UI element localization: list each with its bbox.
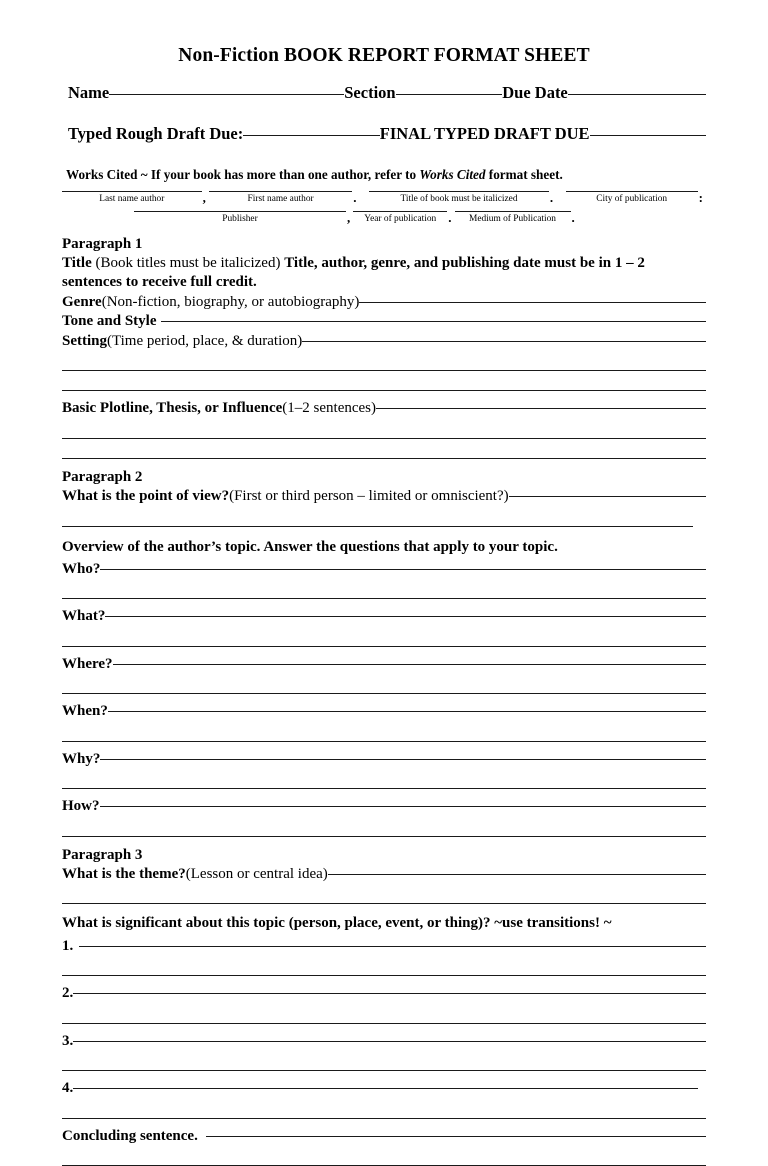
citation-field-year-of-publication[interactable] bbox=[353, 211, 447, 226]
question-who-row bbox=[62, 560, 706, 580]
theme-continuation-rule[interactable] bbox=[62, 903, 706, 904]
question-input-rule[interactable] bbox=[105, 616, 706, 617]
question-continuation-rule[interactable] bbox=[62, 598, 706, 599]
question-what-block bbox=[62, 607, 706, 647]
citation-rule[interactable] bbox=[353, 211, 447, 212]
final-typed-draft-label: FINAL TYPED DRAFT DUE bbox=[379, 123, 590, 143]
question-continuation-rule[interactable] bbox=[62, 693, 706, 694]
citation-rule[interactable] bbox=[369, 191, 549, 192]
citation-punct: . bbox=[353, 189, 357, 205]
name-label: Name bbox=[68, 83, 110, 103]
significance-item-3-block bbox=[62, 1032, 706, 1072]
paragraph2-heading: Paragraph 2 bbox=[62, 468, 143, 485]
theme-input-rule[interactable] bbox=[328, 874, 706, 875]
significance-item-input-rule[interactable] bbox=[73, 1041, 706, 1042]
significance-item-row bbox=[62, 937, 706, 957]
question-who-block bbox=[62, 560, 706, 600]
section-label: Section bbox=[344, 83, 396, 103]
setting-continuation-rule-1[interactable] bbox=[62, 370, 706, 371]
question-label: How? bbox=[62, 798, 100, 815]
tone-style-row bbox=[62, 312, 706, 332]
due-date-input-rule[interactable] bbox=[568, 94, 706, 95]
question-input-rule[interactable] bbox=[113, 664, 706, 665]
works-cited-italic-ref: Works Cited bbox=[419, 166, 486, 182]
question-continuation-rule[interactable] bbox=[62, 836, 706, 837]
plotline-input-rule[interactable] bbox=[376, 408, 706, 409]
works-cited-instruction-part1: Works Cited ~ If your book has more than one author, refer to bbox=[66, 166, 420, 182]
citation-rule[interactable] bbox=[134, 211, 346, 212]
genre-parenthetical: (Non-fiction, biography, or autobiography) bbox=[101, 293, 360, 310]
question-label: Why? bbox=[62, 750, 101, 767]
citation-field-book-title[interactable] bbox=[369, 191, 549, 206]
concluding-sentence-label: Concluding sentence. bbox=[62, 1127, 198, 1144]
significance-item-1-block bbox=[62, 937, 706, 977]
question-label: When? bbox=[62, 703, 108, 720]
citation-punct: . bbox=[571, 209, 575, 225]
plotline-continuation-rule-1[interactable] bbox=[62, 438, 706, 439]
question-continuation-rule[interactable] bbox=[62, 646, 706, 647]
question-label: What? bbox=[62, 608, 106, 625]
citation-fields bbox=[62, 191, 706, 226]
significance-item-continuation-rule[interactable] bbox=[62, 1070, 706, 1071]
question-input-rule[interactable] bbox=[100, 806, 707, 807]
point-of-view-continuation-rule[interactable] bbox=[62, 526, 693, 527]
question-why-row bbox=[62, 750, 706, 770]
genre-row bbox=[62, 293, 706, 313]
works-cited-instruction-part2: format sheet. bbox=[485, 166, 563, 182]
citation-caption: City of publication bbox=[596, 193, 668, 204]
citation-rule[interactable] bbox=[209, 191, 352, 192]
setting-continuation-rule-2[interactable] bbox=[62, 390, 706, 391]
setting-input-rule[interactable] bbox=[302, 341, 706, 342]
student-info-row bbox=[62, 84, 706, 102]
point-of-view-label: What is the point of view? bbox=[62, 488, 230, 505]
concluding-sentence-row bbox=[62, 1127, 706, 1147]
question-when-row bbox=[62, 702, 706, 722]
question-label: Who? bbox=[62, 560, 101, 577]
setting-row bbox=[62, 332, 706, 352]
item-number: 3. bbox=[62, 1032, 74, 1049]
citation-field-first-name-author[interactable] bbox=[209, 191, 352, 206]
genre-input-rule[interactable] bbox=[359, 302, 706, 303]
plotline-continuation-rule-2[interactable] bbox=[62, 458, 706, 459]
theme-parenthetical: (Lesson or central idea) bbox=[185, 865, 328, 882]
citation-punct: . bbox=[549, 189, 554, 205]
significance-item-continuation-rule[interactable] bbox=[62, 1118, 706, 1119]
question-how-block bbox=[62, 797, 706, 837]
citation-punct: , bbox=[202, 189, 206, 205]
significance-item-2-block bbox=[62, 984, 706, 1024]
citation-field-publisher[interactable] bbox=[134, 211, 346, 226]
question-label: Where? bbox=[62, 655, 113, 672]
title-label: Title bbox=[62, 254, 92, 271]
theme-label: What is the theme? bbox=[62, 865, 186, 882]
question-input-rule[interactable] bbox=[100, 759, 706, 760]
question-continuation-rule[interactable] bbox=[62, 741, 706, 742]
plotline-label: Basic Plotline, Thesis, or Influence bbox=[62, 400, 283, 417]
significance-item-input-rule[interactable] bbox=[79, 946, 706, 947]
question-input-rule[interactable] bbox=[100, 569, 706, 570]
genre-label: Genre bbox=[62, 293, 102, 310]
overview-instruction: Overview of the author’s topic. Answer the questions that apply to your topic. bbox=[62, 538, 558, 555]
significance-item-continuation-rule[interactable] bbox=[62, 975, 706, 976]
plotline-row bbox=[62, 399, 706, 419]
citation-punct: : bbox=[698, 189, 703, 205]
works-cited-instruction bbox=[62, 167, 706, 183]
draft-due-row bbox=[62, 125, 706, 143]
setting-label: Setting bbox=[62, 332, 107, 349]
typed-rough-draft-input-rule[interactable] bbox=[243, 135, 379, 136]
citation-caption: Medium of Publication bbox=[469, 213, 556, 224]
citation-caption: First name author bbox=[247, 193, 314, 204]
citation-punct: . bbox=[448, 209, 452, 225]
tone-style-label: Tone and Style bbox=[62, 313, 157, 330]
citation-caption: Last name author bbox=[99, 193, 165, 204]
section-input-rule[interactable] bbox=[396, 94, 503, 95]
typed-rough-draft-label: Typed Rough Draft Due: bbox=[68, 123, 244, 143]
item-number: 4. bbox=[62, 1080, 74, 1097]
name-input-rule[interactable] bbox=[109, 94, 344, 95]
citation-field-medium-of-publication[interactable] bbox=[455, 211, 571, 226]
item-number: 1. bbox=[62, 937, 74, 954]
plotline-parenthetical: (1–2 sentences) bbox=[282, 400, 377, 417]
paragraph1-title-requirement bbox=[62, 254, 706, 293]
concluding-sentence-input-rule[interactable] bbox=[206, 1136, 706, 1137]
citation-punct: , bbox=[347, 209, 351, 225]
theme-row bbox=[62, 865, 706, 885]
citation-rule[interactable] bbox=[566, 191, 698, 192]
question-where-block bbox=[62, 655, 706, 695]
citation-caption: Publisher bbox=[222, 213, 258, 224]
significance-item-4-block bbox=[62, 1079, 706, 1119]
significance-item-input-rule[interactable] bbox=[73, 1088, 698, 1089]
title-parenthetical: (Book titles must be italicized) bbox=[91, 254, 285, 271]
setting-parenthetical: (Time period, place, & duration) bbox=[107, 332, 303, 349]
point-of-view-parenthetical: (First or third person – limited or omniscient?) bbox=[229, 488, 509, 505]
paragraph3-heading: Paragraph 3 bbox=[62, 846, 143, 863]
question-where-row bbox=[62, 655, 706, 675]
citation-caption: Title of book must be italicized bbox=[400, 193, 518, 204]
title-requirement-text: Title, author, genre, and publishing date must be in 1 – 2 sentences to receive full credit. bbox=[62, 254, 645, 291]
question-when-block bbox=[62, 702, 706, 742]
question-how-row bbox=[62, 797, 706, 817]
significance-item-row bbox=[62, 1079, 706, 1099]
citation-field-last-name-author[interactable] bbox=[62, 191, 202, 206]
final-typed-draft-input-rule[interactable] bbox=[590, 135, 706, 136]
item-number: 2. bbox=[62, 985, 74, 1002]
citation-caption: Year of publication bbox=[364, 213, 437, 224]
significance-item-row bbox=[62, 1032, 706, 1052]
citation-field-city-of-publication[interactable] bbox=[566, 191, 698, 206]
question-continuation-rule[interactable] bbox=[62, 788, 706, 789]
paragraph1-heading: Paragraph 1 bbox=[62, 235, 143, 252]
due-date-label: Due Date bbox=[502, 83, 568, 103]
page-title: Non-Fiction BOOK REPORT FORMAT SHEET bbox=[178, 45, 590, 66]
citation-row-2 bbox=[62, 211, 706, 226]
citation-rule[interactable] bbox=[455, 211, 571, 212]
point-of-view-row bbox=[62, 487, 706, 507]
question-what-row bbox=[62, 607, 706, 627]
question-why-block bbox=[62, 750, 706, 790]
point-of-view-input-rule[interactable] bbox=[509, 496, 706, 497]
citation-rule[interactable] bbox=[62, 191, 202, 192]
question-input-rule[interactable] bbox=[108, 711, 706, 712]
citation-row-1 bbox=[62, 191, 706, 206]
significance-instruction: What is significant about this topic (person, place, event, or thing)? ~use transitions! ~ bbox=[62, 915, 612, 932]
tone-style-input-rule[interactable] bbox=[161, 321, 706, 322]
significance-item-continuation-rule[interactable] bbox=[62, 1023, 706, 1024]
